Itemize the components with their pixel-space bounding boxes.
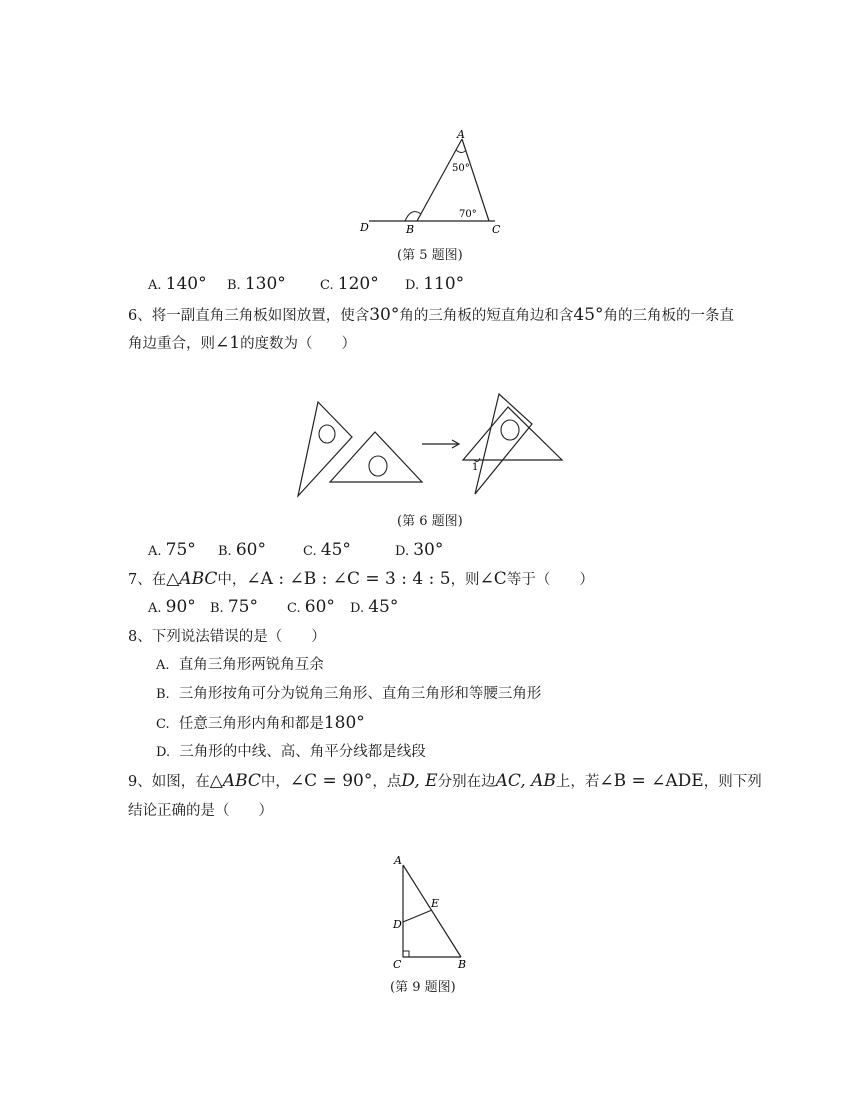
q9-math-angleC: ∠C = 90° <box>289 771 373 791</box>
q7-option-d-letter: D. <box>350 601 365 616</box>
q8-option-b-text: 三角形按角可分为锐角三角形、直角三角形和等腰三角形 <box>178 686 542 702</box>
q9-label-E: E <box>431 897 440 910</box>
q6-option-d[interactable] <box>395 540 443 562</box>
q5-option-d-letter: D. <box>405 278 420 293</box>
q6-option-a-value: 75° <box>165 540 196 560</box>
q6-left-hole <box>319 425 335 443</box>
q5-option-c-value: 120° <box>337 274 379 294</box>
q9-stem-line1 <box>128 772 762 791</box>
q8-option-a-letter: A. <box>156 658 170 673</box>
q7-option-c-value: 60° <box>304 597 335 617</box>
q9-math-sides: AC, AB <box>495 771 556 791</box>
q8-option-d-letter: D. <box>156 745 171 760</box>
q5-option-b-letter: B. <box>227 278 241 293</box>
q6-option-c-letter: C. <box>303 544 317 559</box>
q9-label-C: C <box>393 958 402 971</box>
q9-label-B: B <box>458 958 467 971</box>
q9-text-part: 中， <box>260 774 290 790</box>
q6-stem-line1 <box>128 306 734 325</box>
q9-math-triangle: △ABC <box>209 771 261 791</box>
q6-set-squares-figure <box>290 390 580 500</box>
q5-option-d[interactable] <box>405 274 464 296</box>
q5-label-B: B <box>406 223 415 236</box>
q7-math-ratio: ∠A : ∠B : ∠C = 3 : 4 : 5 <box>246 569 451 589</box>
q6-right-30-60-triangle <box>475 394 532 494</box>
q8-option-d-text: 三角形的中线、高、角平分线都是线段 <box>179 744 426 760</box>
q7-option-a[interactable] <box>148 597 196 619</box>
q9-segment-DE <box>403 910 432 922</box>
q9-math-condition: ∠B = ∠ADE <box>599 771 704 791</box>
q5-option-b[interactable] <box>227 274 286 296</box>
q9-label-A: A <box>394 854 402 867</box>
q5-option-b-value: 130° <box>244 274 286 294</box>
q5-caption: (第 5 题图) <box>397 248 463 263</box>
q7-text-part: 等于（ ） <box>506 572 594 588</box>
q9-right-angle-mark <box>403 951 409 957</box>
q7-stem <box>128 570 594 589</box>
q6-left-45-triangle <box>330 432 422 482</box>
q7-option-d-value: 45° <box>368 597 399 617</box>
q7-option-a-letter: A. <box>148 601 162 616</box>
q8-option-c-letter: C. <box>156 717 170 732</box>
q8-option-a[interactable] <box>156 656 324 675</box>
q7-option-c-letter: C. <box>287 601 301 616</box>
q9-label-D: D <box>393 918 402 931</box>
q6-stem-line2 <box>128 334 356 353</box>
q5-label-A: A <box>457 128 465 141</box>
q6-option-a-letter: A. <box>148 544 162 559</box>
q6-option-c-value: 45° <box>320 540 351 560</box>
q8-option-c-text: 任意三角形内角和都是 <box>178 716 324 732</box>
q5-option-c[interactable] <box>320 274 379 296</box>
q6-text-part: 6、将一副直角三角板如图放置，使含 <box>128 308 370 324</box>
q6-math-30deg: 30° <box>369 305 400 325</box>
q7-text-part: 7、在 <box>128 572 167 588</box>
q6-math-45deg: 45° <box>573 305 604 325</box>
q6-caption: (第 6 题图) <box>397 514 463 529</box>
q6-option-d-letter: D. <box>395 544 410 559</box>
q7-option-d[interactable] <box>350 597 398 619</box>
q5-angle-A-label: 50° <box>452 163 470 174</box>
q5-option-c-letter: C. <box>320 278 334 293</box>
q7-text-part: ，则 <box>450 572 480 588</box>
q7-math-triangle: △ABC <box>166 569 218 589</box>
q6-right-hole <box>501 420 519 440</box>
q6-right-45-triangle <box>463 407 562 460</box>
q5-label-D: D <box>360 221 369 234</box>
q9-text-part: ，点 <box>372 774 402 790</box>
q6-text-part: 角的三角板的短直角边和含 <box>399 308 574 324</box>
q6-option-b[interactable] <box>218 540 266 562</box>
q7-option-b[interactable] <box>210 597 258 619</box>
q9-caption: (第 9 题图) <box>390 980 456 995</box>
q7-option-b-letter: B. <box>210 601 224 616</box>
q8-option-c-math: 180° <box>323 713 365 733</box>
q7-option-a-value: 90° <box>165 597 196 617</box>
q8-option-b[interactable] <box>156 685 541 704</box>
q5-option-a-letter: A. <box>148 278 162 293</box>
q6-option-b-letter: B. <box>218 544 232 559</box>
q7-option-c[interactable] <box>287 597 335 619</box>
q5-label-C: C <box>492 223 501 236</box>
q7-text-part: 中， <box>217 572 247 588</box>
q5-option-d-value: 110° <box>423 274 465 294</box>
q5-angle-C-label: 70° <box>459 209 477 220</box>
q7-math-angleC: ∠C <box>479 569 507 589</box>
q6-text-part: 的度数为（ ） <box>240 336 357 352</box>
q7-option-b-value: 75° <box>227 597 258 617</box>
q8-stem: 8、下列说法错误的是（ ） <box>128 629 326 645</box>
q5-option-a-value: 140° <box>165 274 207 294</box>
q5-angle-A-arc <box>456 150 466 153</box>
q8-option-c[interactable] <box>156 714 365 734</box>
q9-math-points: D, E <box>401 771 438 791</box>
q8-option-b-letter: B. <box>156 687 170 702</box>
q5-triangle-figure <box>355 127 515 237</box>
q8-option-d[interactable] <box>156 743 426 762</box>
q6-text-part: 角边重合，则 <box>128 336 215 352</box>
q9-text-part: 分别在边 <box>437 774 496 790</box>
q9-text-part: 9、如图，在 <box>128 774 210 790</box>
q9-text-part: 上，若 <box>555 774 600 790</box>
q8-option-a-text: 直角三角形两锐角互余 <box>178 657 324 673</box>
q6-left-45-hole <box>369 456 387 476</box>
q6-option-c[interactable] <box>303 540 351 562</box>
q6-option-b-value: 60° <box>235 540 266 560</box>
q5-option-a[interactable] <box>148 274 207 296</box>
q6-option-d-value: 30° <box>413 540 444 560</box>
q5-angle-B-arc <box>405 212 421 221</box>
q5-line-AB <box>417 139 462 221</box>
q9-stem-line2: 结论正确的是（ ） <box>128 803 273 819</box>
q6-angle1-label: 1 <box>472 462 479 473</box>
q9-text-part: ，则下列 <box>703 774 762 790</box>
q6-math-angle1: ∠1 <box>215 333 241 353</box>
q6-text-part: 角的三角板的一条直 <box>603 308 735 324</box>
q9-right-triangle-figure <box>388 850 488 980</box>
q9-side-AB <box>403 865 461 957</box>
q6-option-a[interactable] <box>148 540 196 562</box>
